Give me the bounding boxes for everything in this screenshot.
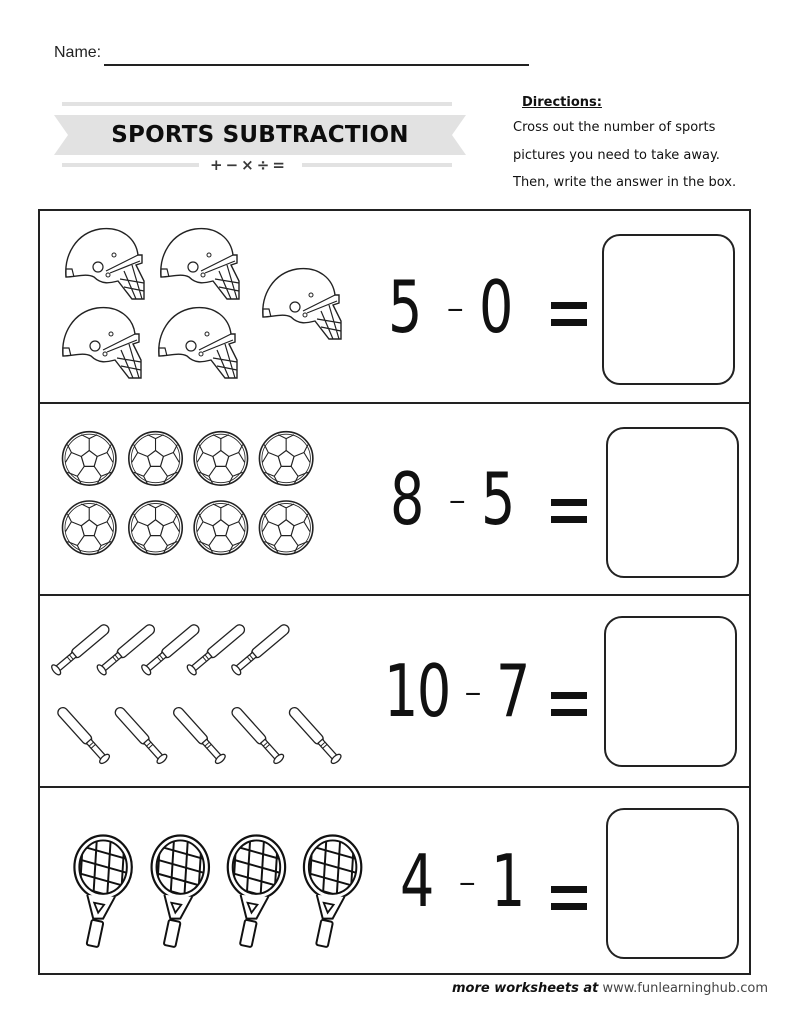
footer-url[interactable]: www.funlearninghub.com: [602, 981, 769, 996]
subtrahend: 1: [490, 838, 524, 923]
football-helmet-icon: [161, 229, 239, 299]
answer-box[interactable]: [602, 234, 735, 385]
football-helmet-icon: [159, 308, 237, 378]
banner-bottom-rule-left: [62, 163, 199, 167]
minuend: 10: [384, 649, 450, 733]
baseball-bat-icon: [171, 705, 227, 765]
plus-icon: +: [210, 156, 223, 174]
directions-line: Cross out the number of sports: [513, 120, 716, 135]
name-label: Name:: [54, 44, 102, 61]
directions-title: Directions:: [522, 95, 602, 110]
problem-row-3: [40, 594, 749, 786]
problem-row-4: [40, 786, 749, 973]
soccer-ball-icon: [194, 432, 247, 485]
minus-sign: -: [447, 469, 467, 529]
problem-row-2: [40, 402, 749, 594]
soccer-ball-icon: [129, 501, 182, 554]
minus-sign: -: [463, 661, 483, 721]
problem-row-1: [40, 211, 749, 402]
equals-sign: [551, 302, 587, 326]
football-helmet-icons: [40, 211, 370, 402]
tennis-racket-icon: [149, 834, 212, 948]
equation: [390, 404, 524, 594]
minus-sign: -: [445, 276, 465, 337]
baseball-bat-icon: [287, 705, 343, 765]
worksheet-grid: [38, 209, 751, 975]
baseball-bat-icons: [40, 596, 370, 786]
equals-icon: =: [272, 156, 285, 174]
minuend: 8: [390, 457, 423, 541]
answer-box[interactable]: [604, 616, 737, 767]
subtrahend: 7: [496, 649, 530, 733]
tennis-racket-icons: [40, 788, 370, 973]
equals-sign: [551, 886, 587, 910]
math-symbols: [210, 157, 285, 173]
equals-sign: [551, 692, 587, 716]
answer-box[interactable]: [606, 808, 739, 959]
soccer-ball-icons: [40, 404, 370, 594]
title-banner: [54, 115, 466, 155]
baseball-bat-icon: [229, 705, 285, 765]
soccer-ball-icon: [129, 432, 182, 485]
tennis-racket-icon: [225, 834, 288, 948]
banner-top-rule: [62, 102, 452, 106]
subtrahend: 5: [480, 457, 514, 541]
minus-sign: -: [457, 850, 477, 911]
minuend: 5: [388, 264, 421, 349]
footer-prefix: more worksheets at: [452, 981, 599, 996]
equation: [400, 788, 534, 973]
directions-line: Then, write the answer in the box.: [513, 175, 737, 190]
footer: [452, 981, 768, 996]
soccer-ball-icon: [194, 501, 247, 554]
soccer-ball-icon: [63, 501, 116, 554]
football-helmet-icon: [66, 229, 144, 299]
equation: [384, 596, 540, 786]
football-helmet-icon: [263, 269, 341, 339]
football-helmet-icon: [63, 308, 141, 378]
soccer-ball-icon: [259, 432, 312, 485]
directions-line: pictures you need to take away.: [513, 148, 720, 163]
tennis-racket-icon: [301, 834, 364, 948]
baseball-bat-icon: [55, 705, 111, 765]
equation: [388, 211, 522, 402]
subtrahend: 0: [478, 264, 512, 349]
equals-sign: [551, 499, 587, 523]
tennis-racket-icon: [71, 834, 134, 948]
soccer-ball-icon: [259, 501, 312, 554]
page-title: SPORTS SUBTRACTION: [111, 122, 409, 148]
soccer-ball-icon: [63, 432, 116, 485]
banner-bottom-rule-right: [302, 163, 452, 167]
divide-icon: ÷: [256, 156, 270, 174]
name-input-line[interactable]: [104, 64, 529, 66]
multiply-icon: ×: [241, 156, 254, 174]
answer-box[interactable]: [606, 427, 739, 578]
baseball-bat-icon: [113, 705, 169, 765]
minuend: 4: [400, 838, 433, 923]
minus-icon: −: [225, 156, 239, 174]
